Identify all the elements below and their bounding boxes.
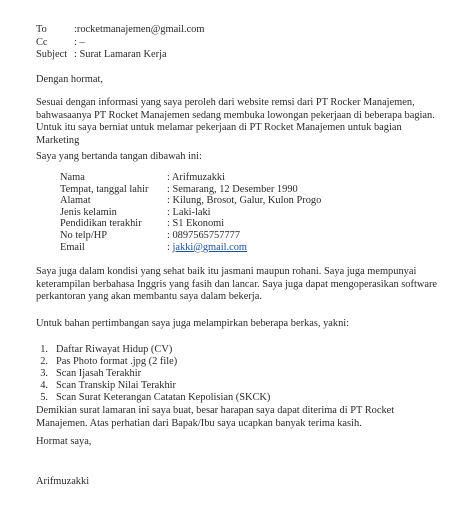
signature-name: Arifmuzakki <box>36 476 90 487</box>
list-item <box>36 356 270 368</box>
subject-value: : Surat Lamaran Kerja <box>74 49 167 60</box>
field-separator: : <box>167 241 173 253</box>
list-number: 3. <box>40 368 48 380</box>
field-label: Pendidikan terakhir <box>60 218 142 230</box>
personal-row-address <box>60 195 321 207</box>
regards-text: Hormat saya, <box>36 436 92 447</box>
to-row <box>36 24 204 37</box>
closing-paragraph: Demikian surat lamaran ini saya buat, besar harapan saya dapat diterima di PT Rocket Manajemen. Atas perhatian dari Bapak/Ibu saya ucapkan banyak terima kasih. <box>36 405 395 429</box>
field-label: Jenis kelamin <box>60 206 117 218</box>
subject-row <box>36 49 204 62</box>
attachments-intro: Untuk bahan pertimbangan saya juga melampirkan beberapa berkas, yakni: <box>36 318 350 329</box>
field-value: : Kilung, Brosot, Galur, Kulon Progo <box>167 195 322 207</box>
email-header <box>36 24 204 62</box>
field-label: No telp/HP <box>60 229 108 241</box>
cc-value: : – <box>74 36 85 48</box>
list-text: Scan Transkip Nilai Terakhir <box>56 380 177 392</box>
undersigned-text: Saya yang bertanda tangan dibawah ini: <box>36 151 202 162</box>
field-label: Email <box>60 241 85 253</box>
greeting: Dengan hormat, <box>36 74 103 85</box>
field-value: : S1 Ekonomi <box>167 218 225 230</box>
field-value: : Laki-laki <box>167 206 211 218</box>
field-value: : 0897565757777 <box>167 229 241 241</box>
to-value: :rocketmanajemen@gmail.com <box>74 24 205 35</box>
personal-row-birth <box>60 184 321 196</box>
personal-row-education <box>60 218 321 230</box>
field-label: Tempat, tanggal lahir <box>60 183 149 195</box>
list-item <box>36 392 270 404</box>
condition-paragraph: Saya juga dalam kondisi yang sehat baik itu jasmani maupun rohani. Saya juga mempunyai keterampilan berbahasa Inggris yang fasih dan lancar. Saya juga dapat mengoperasikan software perkantoran yang akan membantu saya dalam bekerja. <box>36 266 438 303</box>
personal-row-name <box>60 172 321 184</box>
cc-label: Cc <box>36 36 48 48</box>
list-text: Scan Surat Keterangan Catatan Kepolisian (SKCK) <box>56 392 271 404</box>
list-number: 5. <box>40 392 48 404</box>
list-item <box>36 344 270 356</box>
field-label: Nama <box>60 172 85 183</box>
field-value: : Semarang, 12 Desember 1990 <box>167 183 298 195</box>
field-value: : Arifmuzakki <box>167 172 226 183</box>
list-number: 2. <box>40 356 48 368</box>
list-item <box>36 368 270 380</box>
to-label: To <box>36 24 47 35</box>
cc-row <box>36 37 204 50</box>
list-item <box>36 380 270 392</box>
list-text: Pas Photo format .jpg (2 file) <box>56 356 178 368</box>
email-link[interactable]: jakki@gmail.com <box>172 241 247 253</box>
list-number: 1. <box>40 344 48 355</box>
attachments-list <box>36 344 270 404</box>
list-text: Scan Ijasah Terakhir <box>56 368 142 380</box>
list-number: 4. <box>40 380 48 392</box>
list-text: Daftar Riwayat Hidup (CV) <box>56 344 173 355</box>
personal-row-email <box>60 242 321 254</box>
personal-row-phone <box>60 230 321 242</box>
field-label: Alamat <box>60 195 91 207</box>
subject-label: Subject <box>36 49 68 60</box>
personal-data <box>60 172 321 253</box>
intro-paragraph: Sesuai dengan informasi yang saya peroleh dari website remsi dari PT Rocker Manajemen, bahwasaanya PT Rocket Manajemen sedang membuka lowongan pekerjaan di beberapa bagian. Untuk itu saya berniat untuk melamar pekerjaan di PT Rocket Manajemen untuk bagian Marketing <box>36 97 435 146</box>
personal-row-gender <box>60 207 321 219</box>
